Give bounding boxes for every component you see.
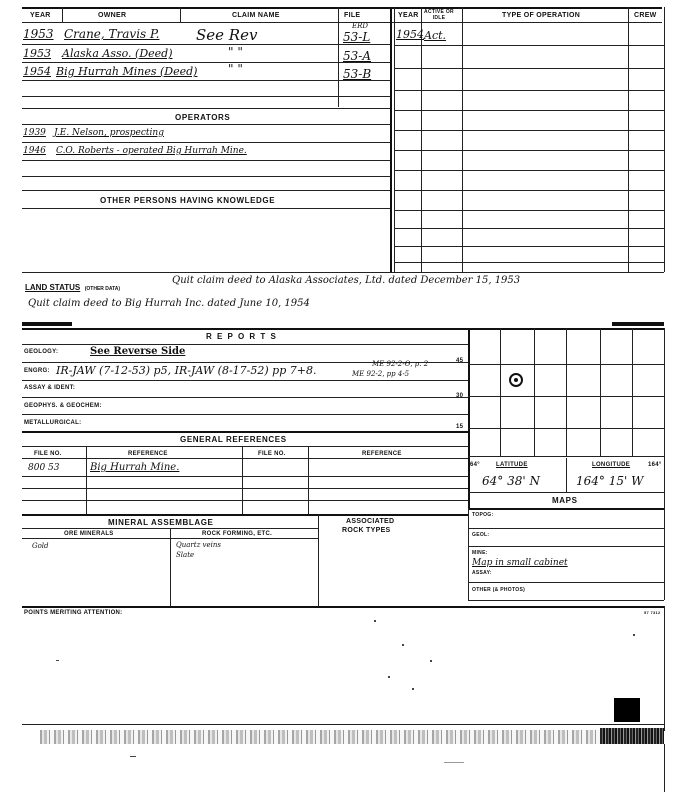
black-corner-mark [614, 698, 640, 722]
claim-3-claim-name: " " [228, 62, 243, 76]
scale-15: 15 [456, 424, 464, 430]
gr-col-reference-2: REFERENCE [362, 451, 402, 457]
ore-mineral-gold: Gold [32, 542, 49, 550]
scan-speck [56, 660, 59, 661]
claim-3-owner: Big Hurrah Mines (Deed) [56, 65, 198, 78]
operator-1-year: 1939 [23, 128, 46, 138]
maps-title: MAPS [552, 496, 578, 505]
maps-other-label: OTHER (& PHOTOS) [472, 587, 526, 593]
geology-value: See Reverse Side [90, 346, 186, 357]
operator-2-year: 1946 [23, 146, 46, 156]
maps-topog-label: TOPOG: [472, 512, 494, 518]
latitude-prefix: 64° [470, 462, 480, 468]
rock-forming-label: ROCK FORMING, ETC. [202, 531, 273, 537]
rock-forming-slate: Slate [176, 551, 195, 559]
gr-row-1-reference: Big Hurrah Mine. [90, 462, 180, 473]
other-persons-title: OTHER PERSONS HAVING KNOWLEDGE [100, 196, 276, 205]
geology-label: GEOLOGY: [24, 349, 59, 355]
operation-1-year: 1954 [396, 28, 424, 41]
maps-assay-label: ASSAY: [472, 570, 492, 576]
points-meriting-attention-label: POINTS MERITING ATTENTION: [24, 610, 123, 616]
operation-1-status: Act. [424, 29, 447, 42]
scan-speck [130, 756, 136, 757]
longitude-value: 164° 15' W [576, 474, 644, 488]
col-header-year: YEAR [30, 12, 51, 19]
scan-noise-band [40, 730, 664, 744]
land-status-line-2: Quit claim deed to Big Hurrah Inc. dated June 10, 1954 [28, 298, 310, 309]
col-header-owner: OWNER [98, 12, 127, 19]
latitude-value: 64° 38' N [482, 474, 540, 488]
metallurgical-label: METALLURGICAL: [24, 420, 82, 426]
gr-col-file-no: FILE NO. [34, 451, 62, 457]
operator-1-text: J.E. Nelson, prospecting [54, 128, 164, 138]
col-header-year-ops: YEAR [398, 12, 419, 19]
engrg-value: IR-JAW (7-12-53) p5, IR-JAW (8-17-52) pp 7+8. [56, 364, 317, 377]
latitude-label: LATITUDE [496, 462, 528, 468]
claim-2-claim-name: " " [228, 45, 243, 59]
claim-1-file-prefix: ERD [352, 22, 368, 30]
land-status-sublabel: (OTHER DATA) [84, 286, 121, 292]
location-marker-icon [509, 373, 523, 387]
scale-45: 45 [456, 358, 464, 364]
col-header-file: FILE [344, 12, 361, 19]
land-status-line-1: Quit claim deed to Alaska Associates, Ltd. dated December 15, 1953 [172, 275, 521, 286]
claim-1-owner: Crane, Travis P. [64, 27, 160, 41]
reports-title: R E P O R T S [206, 332, 278, 341]
engrg-note-bottom: ME 92-2, pp 4-5 [352, 370, 410, 378]
engrg-note-top: ME 92-2-Θ, p. 2 [372, 360, 429, 368]
maps-geol-label: GEOL: [472, 532, 490, 538]
gr-col-reference: REFERENCE [128, 451, 168, 457]
scale-30: 30 [456, 393, 464, 399]
operators-title: OPERATORS [175, 113, 231, 122]
mineral-assemblage-title: MINERAL ASSEMBLAGE [108, 518, 214, 527]
scan-speck [374, 620, 376, 622]
scan-speck [430, 660, 432, 662]
rock-types-label: ROCK TYPES [342, 527, 391, 534]
land-status-label: LAND STATUS [25, 283, 81, 292]
scan-speck [412, 688, 414, 690]
scan-speck [444, 762, 464, 763]
col-header-active-or-idle: ACTIVE OR IDLE [424, 9, 454, 21]
claim-2-owner: Alaska Asso. (Deed) [62, 47, 173, 60]
scan-noise-dark [600, 728, 664, 744]
claim-2-year: 1953 [23, 47, 51, 60]
col-header-type-of-operation: TYPE OF OPERATION [502, 12, 581, 19]
col-header-crew: CREW [634, 12, 657, 19]
maps-mine-label: MINE: [472, 550, 488, 556]
engrg-label: ENGRG: [24, 368, 50, 374]
scan-speck [633, 634, 635, 636]
longitude-label: LONGITUDE [592, 462, 631, 468]
general-references-title: GENERAL REFERENCES [180, 435, 287, 444]
claim-2-file: 53-A [343, 49, 371, 63]
geophys-geochem-label: GEOPHYS. & GEOCHEM: [24, 403, 102, 409]
assay-ident-label: ASSAY & IDENT: [24, 385, 76, 391]
longitude-prefix: 164° [648, 462, 662, 468]
rock-forming-quartz-veins: Quartz veins [176, 541, 221, 549]
ore-minerals-label: ORE MINERALS [64, 531, 114, 537]
form-number: 57 7312 [644, 610, 661, 615]
operator-2-text: C.O. Roberts - operated Big Hurrah Mine. [56, 146, 247, 156]
claim-1-file: 53-L [343, 30, 371, 44]
scan-speck [388, 676, 390, 678]
maps-mine-value: Map in small cabinet [472, 558, 568, 568]
claim-1-claim-name: See Rev [196, 26, 258, 44]
claim-1-year: 1953 [23, 27, 54, 41]
col-header-claim-name: CLAIM NAME [232, 12, 280, 19]
claim-3-year: 1954 [23, 65, 51, 78]
gr-row-1-file-no: 800 53 [28, 463, 60, 473]
claim-3-file: 53-B [343, 67, 372, 81]
scan-speck [402, 644, 404, 646]
gr-col-file-no-2: FILE NO. [258, 451, 286, 457]
associated-label: ASSOCIATED [346, 518, 395, 525]
